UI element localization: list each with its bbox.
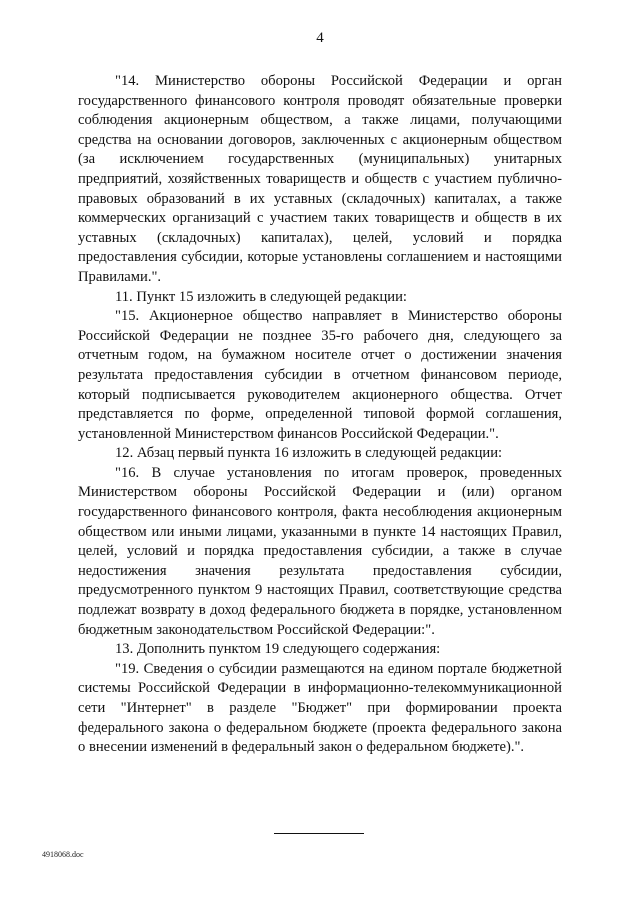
paragraph-amendment-11: 11. Пункт 15 изложить в следующей редакции: bbox=[115, 288, 407, 305]
paragraph-item-16: "16. В случае установления по итогам проверок, проведенных Министерством обороны Российской Федерации и (или) органом государственного финансового контроля, факта несоблюдения акционерным обществом или иными лицами, указанными в пункте 14 настоящих Правил, целей, условий и порядка предоставления субсидии, а также в случае недостижения значения результата предоставления субсидии, предусмотренного пунктом 9 настоящих Правил, соответствующие средства подлежат возврату в доход федерального бюджета в порядке, установленном бюджетным законодательством Российской Федерации:". bbox=[78, 464, 562, 638]
footer-filename: 4918068.doc bbox=[42, 850, 84, 859]
end-divider bbox=[274, 833, 364, 834]
paragraph-amendment-13: 13. Дополнить пунктом 19 следующего содержания: bbox=[115, 641, 441, 658]
paragraph-item-15: "15. Акционерное общество направляет в Министерство обороны Российской Федерации не позднее 35-го рабочего дня, следующего за отчетным годом, на бумажном носителе отчет о достижении значения результата предоставления субсидии в отчетном финансовом периоде, который подписывается руководителем акционерного общества. Отчет представляется по форме, определенной типовой формой соглашения, установленной Министерством финансов Российской Федерации.". bbox=[78, 308, 562, 442]
paragraph-amendment-12: 12. Абзац первый пункта 16 изложить в следующей редакции: bbox=[115, 445, 503, 462]
page-number: 4 bbox=[316, 30, 324, 46]
document-body bbox=[78, 72, 562, 758]
paragraph-item-19: "19. Сведения о субсидии размещаются на едином портале бюджетной системы Российской Федерации в информационно-телекоммуникационной сети "Интернет" в разделе "Бюджет" при формировании проекта федерального закона о федеральном бюджете (проекта федерального закона о внесении изменений в федеральный закон о федеральном бюджете).". bbox=[78, 660, 562, 756]
paragraph-item-14: "14. Министерство обороны Российской Федерации и орган государственного финансового контроля проводят обязательные проверки соблюдения акционерным обществом, а также лицами, получающими средства на основании договоров, заключенных с акционерным обществом (за исключением государственных (муниципальных) унитарных предприятий, хозяйственных товариществ и обществ с участием публично-правовых образований в их уставных (складочных) капиталах, а также коммерческих организаций с участием таких товариществ и обществ в их уставных (складочных) капиталах), целей, условий и порядка предоставления субсидии, которые установлены соглашением и настоящими Правилами.". bbox=[78, 73, 562, 285]
